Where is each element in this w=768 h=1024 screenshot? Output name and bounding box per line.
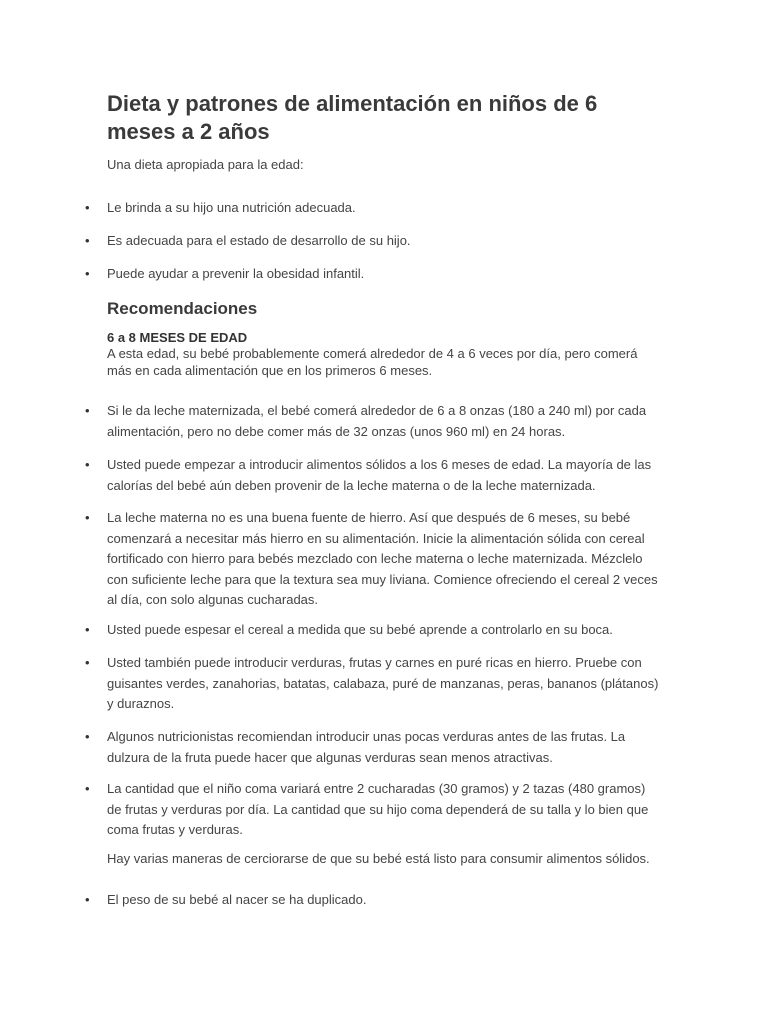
list-item: • La leche materna no es una buena fuente de hierro. Así que después de 6 meses, su bebé comenzará a necesitar más hierro en su alimentación. Inicie la alimentación sólida con cereal fortificado con hierro para bebés mezclado con leche materna o leche maternizada. Mézclelo con suficiente leche para que la textura sea muy liviana. Comience ofreciendo el cereal 2 veces al día, con solo algunas cucharadas.	[107, 508, 662, 611]
list-item: • Usted puede empezar a introducir alimentos sólidos a los 6 meses de edad. La mayoría de las calorías del bebé aún deben provenir de la leche materna o de la leche maternizada.	[107, 455, 662, 496]
list-item: • El peso de su bebé al nacer se ha duplicado.	[107, 890, 662, 911]
list-item: • Usted puede espesar el cereal a medida que su bebé aprende a controlarlo en su boca.	[107, 620, 662, 641]
section-heading-recomendaciones: Recomendaciones	[107, 299, 258, 318]
page-title: Dieta y patrones de alimentación en niños de 6 meses a 2 años	[107, 91, 598, 144]
list-item: • La cantidad que el niño coma variará entre 2 cucharadas (30 gramos) y 2 tazas (480 gramos) de frutas y verduras por día. La cantidad que su hijo coma dependerá de su talla y lo bien que coma frutas y verduras.	[107, 779, 662, 841]
readiness-note: Hay varias maneras de cerciorarse de que su bebé está listo para consumir alimentos sólidos.	[107, 851, 650, 866]
age-group-heading: 6 a 8 MESES DE EDAD	[107, 330, 248, 345]
list-item: • Le brinda a su hijo una nutrición adecuada.	[107, 198, 662, 219]
list-item: • Algunos nutricionistas recomiendan introducir unas pocas verduras antes de las frutas. La dulzura de la fruta puede hacer que algunas verduras sean menos atractivas.	[107, 727, 662, 768]
list-item: • Es adecuada para el estado de desarrollo de su hijo.	[107, 231, 662, 252]
intro-text: Una dieta apropiada para la edad:	[107, 157, 304, 172]
list-item: • Si le da leche maternizada, el bebé comerá alrededor de 6 a 8 onzas (180 a 240 ml) por cada alimentación, pero no debe comer más de 32 onzas (unos 960 ml) en 24 horas.	[107, 401, 662, 442]
list-item: • Puede ayudar a prevenir la obesidad infantil.	[107, 264, 662, 285]
age-group-paragraph: A esta edad, su bebé probablemente comerá alrededor de 4 a 6 veces por día, pero comerá más en cada alimentación que en los primeros 6 meses.	[107, 346, 638, 378]
list-item: • Usted también puede introducir verduras, frutas y carnes en puré ricas en hierro. Pruebe con guisantes verdes, zanahorias, batatas, calabaza, puré de manzanas, peras, bananos (plátanos) y duraznos.	[107, 653, 662, 715]
